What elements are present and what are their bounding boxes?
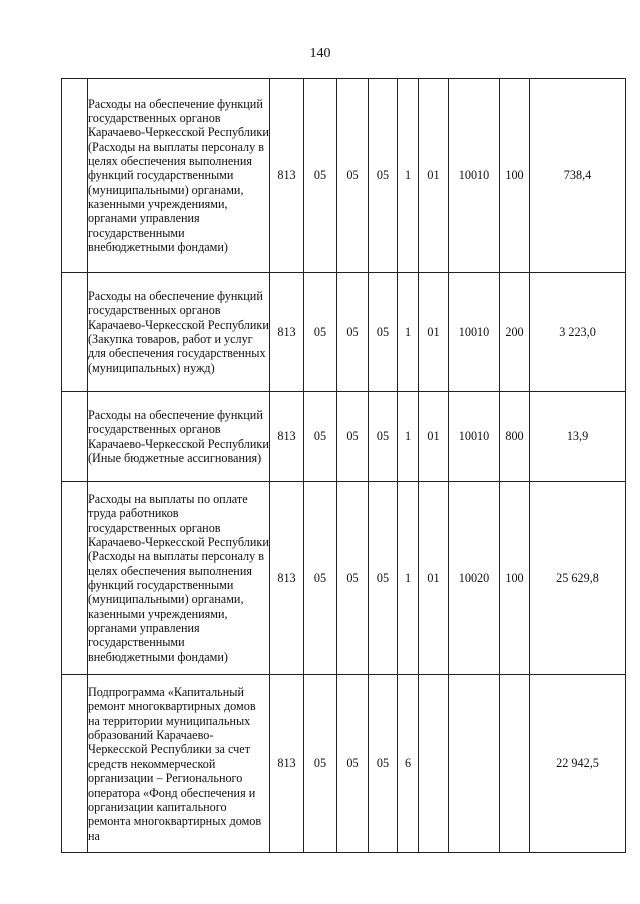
expense-name: Расходы на обеспечение функций государственных органов Карачаево-Черкесской Республики (Расходы на выплаты персоналу в целях обеспечения выполнения функций государственными (муниципальными) органами, казенными учреждениями, органами управления государственными внебюджетными фондами)	[88, 79, 270, 273]
subsection-code: 05	[337, 482, 369, 675]
direction-code: 10020	[449, 482, 500, 675]
program-code: 05	[369, 675, 398, 853]
measure-code: 01	[419, 392, 449, 482]
blank-cell	[62, 392, 88, 482]
ministry-code: 813	[270, 79, 304, 273]
subsection-code: 05	[337, 79, 369, 273]
amount-value: 738,4	[530, 79, 626, 273]
measure-code: 01	[419, 273, 449, 392]
ministry-code: 813	[270, 392, 304, 482]
ministry-code: 813	[270, 675, 304, 853]
amount-value: 22 942,5	[530, 675, 626, 853]
program-code: 05	[369, 273, 398, 392]
direction-code: 10010	[449, 79, 500, 273]
expense-name: Расходы на обеспечение функций государственных органов Карачаево-Черкесской Республики (Закупка товаров, работ и услуг для обеспечения государственных (муниципальных) нужд)	[88, 273, 270, 392]
blank-cell	[62, 79, 88, 273]
direction-code: 10010	[449, 273, 500, 392]
table-row	[62, 675, 626, 853]
amount-value: 13,9	[530, 392, 626, 482]
table-row	[62, 482, 626, 675]
ministry-code: 813	[270, 273, 304, 392]
subprogram-code: 1	[398, 392, 419, 482]
subprogram-code: 1	[398, 79, 419, 273]
section-code: 05	[304, 273, 337, 392]
expense-name: Подпрограмма «Капитальный ремонт многоквартирных домов на территории муниципальных образований Карачаево-Черкесской Республики за счет средств некоммерческой организации – Регионального оператора «Фонд обеспечения и организации капитального ремонта многоквартирных домов на	[88, 675, 270, 853]
subprogram-code: 1	[398, 273, 419, 392]
section-code: 05	[304, 675, 337, 853]
measure-code	[419, 675, 449, 853]
direction-code: 10010	[449, 392, 500, 482]
page-number: 140	[309, 46, 331, 61]
subprogram-code: 1	[398, 482, 419, 675]
expense-name: Расходы на выплаты по оплате труда работников государственных органов Карачаево-Черкесской Республики (Расходы на выплаты персоналу в целях обеспечения выполнения функций государственными (муниципальными) органами, казенными учреждениями, органами управления государственными внебюджетными фондами)	[88, 482, 270, 675]
subsection-code: 05	[337, 675, 369, 853]
measure-code: 01	[419, 482, 449, 675]
program-code: 05	[369, 79, 398, 273]
section-code: 05	[304, 482, 337, 675]
blank-cell	[62, 675, 88, 853]
blank-cell	[62, 273, 88, 392]
expense-type-code: 100	[500, 79, 530, 273]
expense-type-code	[500, 675, 530, 853]
blank-cell	[62, 482, 88, 675]
subsection-code: 05	[337, 392, 369, 482]
table-row	[62, 79, 626, 273]
direction-code	[449, 675, 500, 853]
subprogram-code: 6	[398, 675, 419, 853]
budget-table	[61, 78, 626, 853]
program-code: 05	[369, 392, 398, 482]
subsection-code: 05	[337, 273, 369, 392]
expense-name: Расходы на обеспечение функций государственных органов Карачаево-Черкесской Республики (Иные бюджетные ассигнования)	[88, 392, 270, 482]
expense-type-code: 800	[500, 392, 530, 482]
section-code: 05	[304, 79, 337, 273]
section-code: 05	[304, 392, 337, 482]
measure-code: 01	[419, 79, 449, 273]
table-row	[62, 273, 626, 392]
expense-type-code: 200	[500, 273, 530, 392]
amount-value: 3 223,0	[530, 273, 626, 392]
ministry-code: 813	[270, 482, 304, 675]
table-row	[62, 392, 626, 482]
program-code: 05	[369, 482, 398, 675]
amount-value: 25 629,8	[530, 482, 626, 675]
expense-type-code: 100	[500, 482, 530, 675]
